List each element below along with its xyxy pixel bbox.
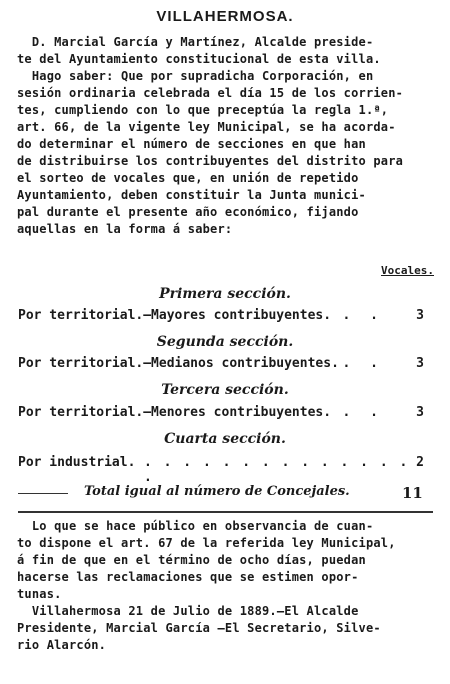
closing-line: to dispone el art. 67 de la referida ley Municipal, bbox=[17, 536, 396, 550]
intro-line: tes, cumpliendo con lo que preceptúa la regla 1.ª, bbox=[17, 103, 389, 117]
intro-line: art. 66, de la vigente ley Municipal, se ha acorda- bbox=[17, 120, 396, 134]
divider bbox=[18, 511, 433, 513]
intro-line: Ayuntamiento, deben constituir la Junta munici- bbox=[17, 188, 366, 202]
section-title: Primera sección. bbox=[159, 286, 291, 302]
closing-line: á fin de que en el término de ocho días, puedan bbox=[17, 553, 366, 567]
total-value: 11 bbox=[402, 484, 423, 502]
row-dots: . . bbox=[342, 308, 384, 323]
total-label: Total igual al número de Concejales. bbox=[84, 484, 350, 499]
row-dots: . . bbox=[342, 405, 384, 420]
closing-line: tunas. bbox=[17, 587, 62, 601]
row-value: 3 bbox=[416, 405, 424, 420]
closing-line: Presidente, Marcial García —El Secretario, Silve- bbox=[17, 621, 381, 635]
closing-line: Lo que se hace público en observancia de cuan- bbox=[17, 519, 374, 533]
section-title: Cuarta sección. bbox=[164, 431, 286, 447]
closing-line: hacerse las reclamaciones que se estimen opor- bbox=[17, 570, 359, 584]
closing-line: Villahermosa 21 de Julio de 1889.—El Alcalde bbox=[17, 604, 359, 618]
intro-line: te del Ayuntamiento constitucional de esta villa. bbox=[17, 52, 381, 66]
row-label: Por industrial. bbox=[18, 455, 136, 470]
intro-line: de distribuirse los contribuyentes del distrito para bbox=[17, 154, 404, 168]
section-title: Tercera sección. bbox=[161, 382, 289, 398]
intro-line: pal durante el presente año económico, fijando bbox=[17, 205, 359, 219]
intro-line: Hago saber: Que por supradicha Corporación, en bbox=[17, 69, 374, 83]
intro-line: aquellas en la forma á saber: bbox=[17, 222, 233, 236]
row-value: 3 bbox=[416, 356, 424, 371]
row-value: 2 bbox=[416, 455, 424, 470]
divider bbox=[18, 493, 68, 494]
intro-line: sesión ordinaria celebrada el día 15 de los corrien- bbox=[17, 86, 404, 100]
intro-line: do determinar el número de secciones en que han bbox=[17, 137, 366, 151]
intro-line: el sorteo de vocales que, en unión de repetido bbox=[17, 171, 359, 185]
row-value: 3 bbox=[416, 308, 424, 323]
intro-line: D. Marcial García y Martínez, Alcalde preside- bbox=[17, 35, 374, 49]
row-label: Por territorial.—Menores contribuyentes. bbox=[18, 405, 332, 420]
row-label: Por territorial.—Mayores contribuyentes. bbox=[18, 308, 332, 323]
closing-line: rio Alarcón. bbox=[17, 638, 107, 652]
row-dots: . . bbox=[342, 356, 384, 371]
vocales-header: Vocales. bbox=[381, 264, 434, 277]
total-row bbox=[0, 484, 450, 504]
row-label: Por territorial.—Medianos contribuyentes. bbox=[18, 356, 339, 371]
row-dots: . . . . . . . . . . . . . . . bbox=[144, 455, 410, 485]
section-title: Segunda sección. bbox=[156, 334, 294, 350]
page-title: VILLAHERMOSA. bbox=[156, 8, 294, 25]
